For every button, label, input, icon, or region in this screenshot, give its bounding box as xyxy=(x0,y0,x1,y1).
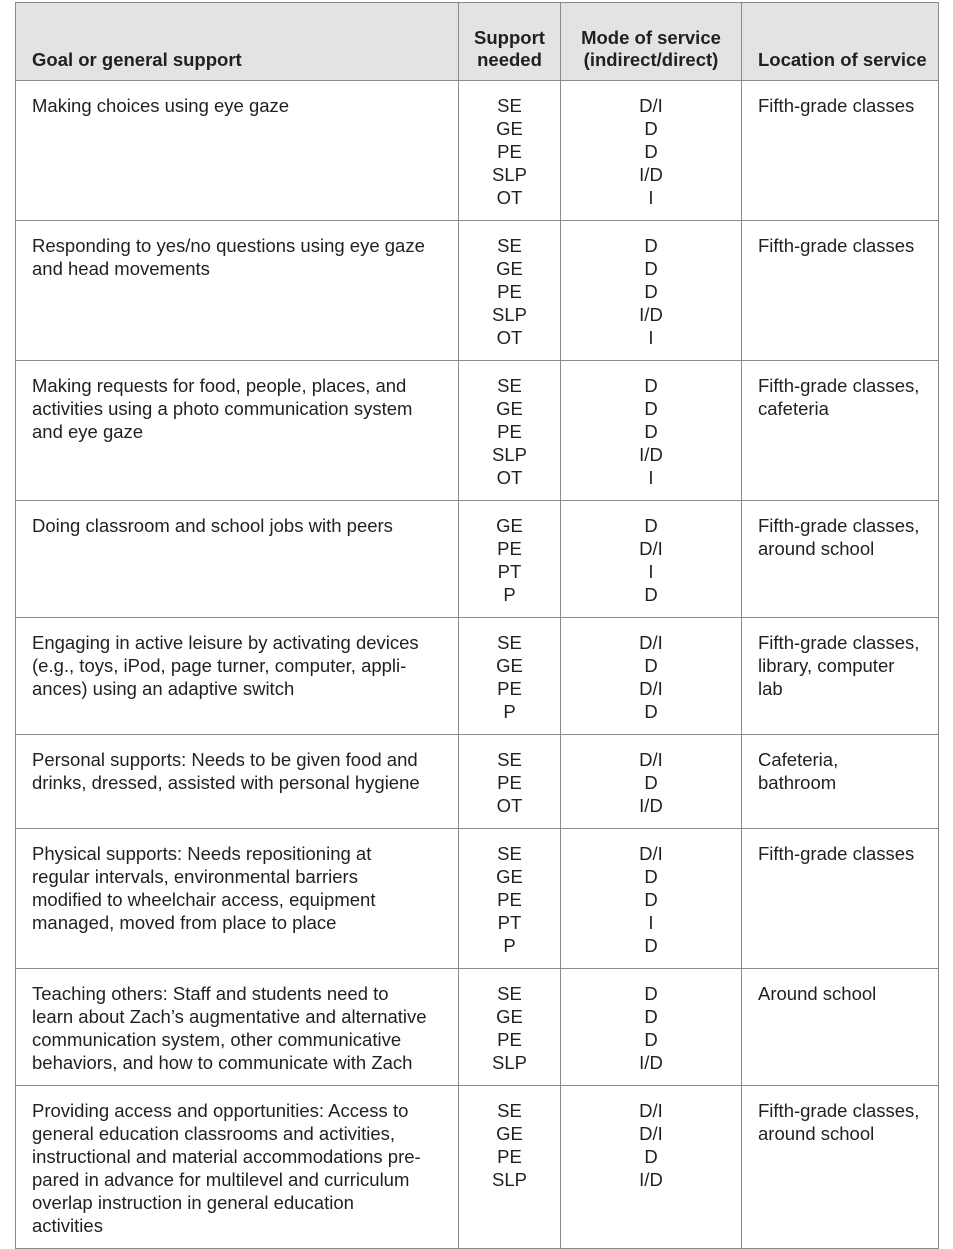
support-line: PE xyxy=(497,538,522,559)
goal-line: Doing classroom and school jobs with peers xyxy=(32,515,393,536)
goal-line: communication system, other communicative xyxy=(32,1029,402,1050)
header-row xyxy=(16,3,939,81)
mode-line: D xyxy=(644,258,658,279)
support-line: GE xyxy=(496,118,523,139)
mode-line: D xyxy=(644,983,658,1004)
mode-line: D/I xyxy=(639,678,663,699)
support-line: P xyxy=(503,701,516,722)
goal-line: overlap instruction in general education xyxy=(32,1192,354,1213)
support-line: SLP xyxy=(492,1052,527,1073)
goal-line: general education classrooms and activities, xyxy=(32,1123,395,1144)
support-line: P xyxy=(503,935,516,956)
table-row xyxy=(16,969,939,1086)
table-row xyxy=(16,361,939,501)
goal-line: Making requests for food, people, places, and xyxy=(32,375,407,396)
goal-cell xyxy=(16,501,459,618)
header-mode xyxy=(561,3,742,81)
support-cell xyxy=(459,501,561,618)
mode-line: D xyxy=(644,1006,658,1027)
table-row xyxy=(16,735,939,829)
goal-line: drinks, dressed, assisted with personal hygiene xyxy=(32,772,420,793)
goal-cell xyxy=(16,1086,459,1249)
mode-line: D xyxy=(644,421,658,442)
mode-line: D xyxy=(644,375,658,396)
table-row xyxy=(16,81,939,221)
goal-cell xyxy=(16,361,459,501)
goal-line: regular intervals, environmental barriers xyxy=(32,866,358,887)
mode-line: D/I xyxy=(639,1123,663,1144)
location-cell xyxy=(742,829,939,969)
mode-line: I/D xyxy=(639,1052,663,1073)
mode-line: D xyxy=(644,235,658,256)
support-line: SLP xyxy=(492,304,527,325)
support-services-table xyxy=(15,2,939,1249)
mode-line: I/D xyxy=(639,444,663,465)
support-line: SE xyxy=(497,632,522,653)
support-line: GE xyxy=(496,1123,523,1144)
location-cell xyxy=(742,1086,939,1249)
location-line: Cafeteria, xyxy=(758,749,839,770)
mode-line: D xyxy=(644,1146,658,1167)
header-location xyxy=(742,3,939,81)
goal-line: activities xyxy=(32,1215,103,1236)
table-row xyxy=(16,618,939,735)
mode-line: D/I xyxy=(639,538,663,559)
location-line: bathroom xyxy=(758,772,837,793)
location-line: Fifth-grade classes xyxy=(758,235,915,256)
mode-line: I xyxy=(648,467,654,488)
mode-line: I/D xyxy=(639,1169,663,1190)
goal-line: instructional and material accommodations pre- xyxy=(32,1146,421,1167)
goal-line: pared in advance for multilevel and curriculum xyxy=(32,1169,410,1190)
mode-line: D xyxy=(644,655,658,676)
goal-line: ances) using an adaptive switch xyxy=(32,678,295,699)
location-line: Fifth-grade classes, xyxy=(758,515,920,536)
location-cell xyxy=(742,221,939,361)
mode-line: D/I xyxy=(639,843,663,864)
support-line: GE xyxy=(496,258,523,279)
header-support-line: needed xyxy=(477,49,542,70)
support-line: PE xyxy=(497,1029,522,1050)
support-line: SE xyxy=(497,1100,522,1121)
location-line: around school xyxy=(758,1123,875,1144)
goal-cell xyxy=(16,221,459,361)
mode-line: D xyxy=(644,866,658,887)
location-line: Around school xyxy=(758,983,877,1004)
support-line: SE xyxy=(497,95,522,116)
support-line: PE xyxy=(497,281,522,302)
support-cell xyxy=(459,618,561,735)
header-goal-text: Goal or general support xyxy=(32,49,242,70)
mode-line: D xyxy=(644,118,658,139)
location-cell xyxy=(742,618,939,735)
mode-cell xyxy=(561,361,742,501)
goal-cell xyxy=(16,618,459,735)
mode-line: D xyxy=(644,398,658,419)
mode-line: I xyxy=(648,912,654,933)
support-cell xyxy=(459,735,561,829)
goal-line: Physical supports: Needs repositioning at xyxy=(32,843,372,864)
header-mode-line: Mode of service xyxy=(581,27,721,48)
mode-cell xyxy=(561,81,742,221)
support-line: SLP xyxy=(492,1169,527,1190)
location-line: lab xyxy=(758,678,783,699)
support-line: GE xyxy=(496,515,523,536)
support-line: OT xyxy=(496,467,523,488)
goal-line: Engaging in active leisure by activating devices xyxy=(32,632,419,653)
support-cell xyxy=(459,361,561,501)
goal-line: Personal supports: Needs to be given food and xyxy=(32,749,418,770)
location-cell xyxy=(742,969,939,1086)
table-body xyxy=(16,81,939,1249)
location-cell xyxy=(742,81,939,221)
table-row xyxy=(16,221,939,361)
support-line: GE xyxy=(496,398,523,419)
location-cell xyxy=(742,361,939,501)
support-line: PE xyxy=(497,421,522,442)
table-row xyxy=(16,1086,939,1249)
mode-line: D xyxy=(644,935,658,956)
mode-cell xyxy=(561,735,742,829)
support-line: SLP xyxy=(492,164,527,185)
support-line: PE xyxy=(497,1146,522,1167)
support-line: GE xyxy=(496,1006,523,1027)
goal-line: activities using a photo communication system xyxy=(32,398,413,419)
mode-cell xyxy=(561,501,742,618)
mode-line: D xyxy=(644,515,658,536)
support-line: PE xyxy=(497,678,522,699)
goal-line: Responding to yes/no questions using eye gaze xyxy=(32,235,425,256)
goal-cell xyxy=(16,829,459,969)
mode-line: D xyxy=(644,1029,658,1050)
mode-line: D xyxy=(644,584,658,605)
support-cell xyxy=(459,1086,561,1249)
support-cell xyxy=(459,221,561,361)
goal-line: learn about Zach’s augmentative and alternative xyxy=(32,1006,427,1027)
support-line: GE xyxy=(496,655,523,676)
support-line: PE xyxy=(497,889,522,910)
goal-line: modified to wheelchair access, equipment xyxy=(32,889,376,910)
location-line: Fifth-grade classes xyxy=(758,843,915,864)
support-line: SE xyxy=(497,375,522,396)
header-support xyxy=(459,3,561,81)
goal-line: Teaching others: Staff and students need to xyxy=(32,983,389,1004)
location-line: Fifth-grade classes, xyxy=(758,632,920,653)
location-line: Fifth-grade classes, xyxy=(758,1100,920,1121)
mode-cell xyxy=(561,829,742,969)
location-line: around school xyxy=(758,538,875,559)
mode-line: D xyxy=(644,281,658,302)
support-line: SE xyxy=(497,235,522,256)
location-cell xyxy=(742,501,939,618)
mode-line: I/D xyxy=(639,164,663,185)
support-line: SLP xyxy=(492,444,527,465)
support-cell xyxy=(459,969,561,1086)
mode-line: D/I xyxy=(639,749,663,770)
support-cell xyxy=(459,829,561,969)
support-line: SE xyxy=(497,843,522,864)
support-line: SE xyxy=(497,749,522,770)
location-line: Fifth-grade classes, xyxy=(758,375,920,396)
goal-line: managed, moved from place to place xyxy=(32,912,337,933)
mode-line: D xyxy=(644,772,658,793)
location-line: library, computer xyxy=(758,655,895,676)
mode-line: I xyxy=(648,187,654,208)
header-location-text: Location of service xyxy=(758,49,927,70)
goal-cell xyxy=(16,969,459,1086)
mode-cell xyxy=(561,221,742,361)
support-line: OT xyxy=(496,187,523,208)
header-mode-line: (indirect/direct) xyxy=(583,49,719,70)
goal-line: and eye gaze xyxy=(32,421,144,442)
goal-line: and head movements xyxy=(32,258,210,279)
location-cell xyxy=(742,735,939,829)
mode-line: I xyxy=(648,561,654,582)
goal-cell xyxy=(16,81,459,221)
mode-line: I/D xyxy=(639,304,663,325)
table-header xyxy=(16,3,939,81)
location-line: cafeteria xyxy=(758,398,829,419)
mode-line: I xyxy=(648,327,654,348)
mode-line: D xyxy=(644,889,658,910)
support-line: OT xyxy=(496,327,523,348)
goal-cell xyxy=(16,735,459,829)
support-line: P xyxy=(503,584,516,605)
support-line: PE xyxy=(497,772,522,793)
mode-line: D xyxy=(644,141,658,162)
header-support-line: Support xyxy=(474,27,545,48)
mode-cell xyxy=(561,1086,742,1249)
mode-cell xyxy=(561,969,742,1086)
goal-line: behaviors, and how to communicate with Zach xyxy=(32,1052,413,1073)
table-row xyxy=(16,501,939,618)
support-line: PT xyxy=(497,561,522,582)
support-cell xyxy=(459,81,561,221)
goal-line: Making choices using eye gaze xyxy=(32,95,290,116)
table-row xyxy=(16,829,939,969)
goal-line: Providing access and opportunities: Access to xyxy=(32,1100,409,1121)
mode-cell xyxy=(561,618,742,735)
support-line: SE xyxy=(497,983,522,1004)
support-line: GE xyxy=(496,866,523,887)
mode-line: D/I xyxy=(639,632,663,653)
location-line: Fifth-grade classes xyxy=(758,95,915,116)
goal-line: (e.g., toys, iPod, page turner, computer, appli- xyxy=(32,655,407,676)
support-line: OT xyxy=(496,795,523,816)
mode-line: D/I xyxy=(639,1100,663,1121)
mode-line: D xyxy=(644,701,658,722)
support-line: PE xyxy=(497,141,522,162)
header-goal xyxy=(16,3,459,81)
mode-line: D/I xyxy=(639,95,663,116)
mode-line: I/D xyxy=(639,795,663,816)
support-line: PT xyxy=(497,912,522,933)
